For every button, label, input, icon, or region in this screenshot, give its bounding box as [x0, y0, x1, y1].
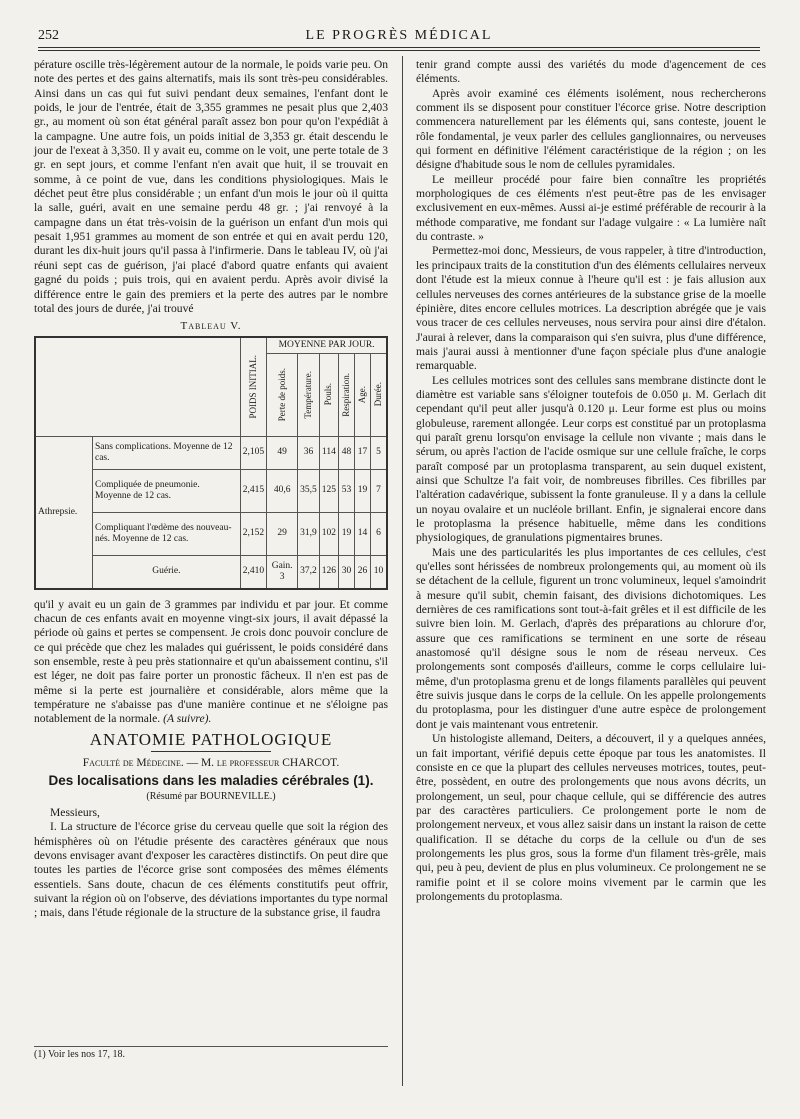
table-header: Température. — [298, 353, 320, 436]
table-cell: 36 — [298, 436, 320, 469]
table-cell: 125 — [319, 469, 338, 512]
row-group-label: Athrepsie. — [35, 436, 93, 589]
header-rule-2 — [38, 50, 760, 51]
journal-title: LE PROGRÈS MÉDICAL — [305, 28, 493, 43]
row-label: Compliquée de pneumonie. Moyenne de 12 cas. — [93, 469, 241, 512]
table-row — [35, 436, 387, 469]
table-cell: 6 — [371, 512, 388, 555]
paragraph: tenir grand compte aussi des variétés du mode d'agencement de ces éléments. — [416, 58, 766, 86]
table-cell: 2,415 — [240, 469, 266, 512]
faculty-line: Faculté de Médecine. — M. le professeur CHARCOT. — [82, 756, 340, 769]
table-cell: 19 — [355, 469, 371, 512]
data-table — [34, 336, 388, 590]
table-cell: Gain. 3 — [267, 555, 298, 589]
table-cell: 48 — [339, 436, 355, 469]
paragraph: Mais une des particularités les plus importantes de ces cellules, c'est qu'elles sont hérissées de nombreux prolongements qui, au moment où ils se détachent de la cellule, figurent un tronc volumineux, lequel s'amoindrit à mesure qu'il subit, chemin faisant, des divisions dichotomiques. Les dernières de ces ramifications sont tout-à-fait grêles et il est difficile de les suivre bien loin. M. Gerlach, d'après des préparations au chlorure d'or, assure que ces ramifications se terminent en une sorte de réseau anastomosé qu'il désigne sous le nom de réseau nerveux. Ces prolongements sont composés d'ailleurs, comme le corps cellulaire lui-même, d'un protoplasma grenu et de longs filaments parallèles qui peuvent être suivis jusque dans le corps de la cellule. On les appelle prolongements du protoplasma, pour les distinguer d'une autre espèce de prolongement dont je vais maintenant vous entretenir. — [416, 545, 766, 731]
footnote: (1) Voir les nos 17, 18. — [34, 1046, 388, 1060]
table-cell: 126 — [319, 555, 338, 589]
table-cell: 49 — [267, 436, 298, 469]
left-column — [34, 58, 388, 921]
table-cell: 2,105 — [240, 436, 266, 469]
right-column — [416, 58, 766, 904]
row-label: Guérie. — [93, 555, 241, 589]
table-cell: 14 — [355, 512, 371, 555]
paragraph: Les cellules motrices sont des cellules sans membrane distincte dont le diamètre est variable sans s'éloigner toutefois de 0.050 μ. M. Gerlach dit cependant qu'il peut aller jusqu'à 0.120 μ. Leur forme est plus ou moins globuleuse, rarement allongée. Leur corps est constitué par un protoplasma qui paraît grenu lorsqu'on envisage la cellule non vivante ; mais dans le sérum, ou après l'action de l'acide osmique sur une cellule fraîche, le corps paraît composé par un protoplasma transparent, au sein duquel existent, ainsi que Schultze l'a fait voir, de nombreuses fibrilles. Ces fibrilles par l'altération cadavérique, subissent la fonte granuleuse. Il y a dans la cellule un noyau ovalaire et un nucléole brillant. Enfin, je signalerai encore dans le protoplasma la présence habituelle, même dans les conditions physiologiques, de granulations pigmentaires brunes. — [416, 373, 766, 545]
row-label: Sans complications. Moyenne de 12 cas. — [93, 436, 241, 469]
table-cell: 29 — [267, 512, 298, 555]
table-cell: 53 — [339, 469, 355, 512]
column-divider — [402, 56, 403, 1086]
table-cell: 102 — [319, 512, 338, 555]
resume-line: (Résumé par BOURNEVILLE.) — [146, 790, 276, 802]
table-cell: 7 — [371, 469, 388, 512]
article-title: Des localisations dans les maladies cérébrales (1). — [48, 773, 374, 789]
section-rule — [151, 751, 271, 752]
row-label: Compliquant l'œdème des nouveau-nés. Moyenne de 12 cas. — [93, 512, 241, 555]
table-cell: 26 — [355, 555, 371, 589]
page-number: 252 — [38, 28, 59, 43]
salutation: Messieurs, — [50, 806, 100, 819]
table-cell: 35,5 — [298, 469, 320, 512]
page-header — [38, 28, 760, 46]
section-title: ANATOMIE PATHOLOGIQUE — [89, 729, 333, 749]
table-cell: 37,2 — [298, 555, 320, 589]
paragraph: Un histologiste allemand, Deiters, a découvert, il y a quelques années, un fait important, vérifié depuis cette époque par tous les anatomistes. Il consiste en ce que la plupart des cellules nerveuses motrices, toutes, peut-être, possèdent, en outre des prolongements que nous avons décrits, un prolongement, un seul, pour chaque cellule, qui se différencie des autres par des caractères particuliers. Ce prolongement porte le nom de prolongement nerveux, et vous allez saisir dans un instant la raison de cette qualification. Il se détache du corps de la cellule ou d'un de ses prolongements les plus gros, sous la forme d'un filament très-grêle, mais qui, peu à peu, devient de plus en plus volumineux. Ce prolongement ne se ramifie point et il se colore moins vivement par le carmin que les prolongements du protoplasma. — [416, 732, 766, 903]
paragraph: Le meilleur procédé pour faire bien connaître les propriétés morphologiques de ces éléments n'est peut-être pas de les envisager exclusivement en eux-mêmes. Aussi ai-je estimé préférable de recourir à la méthode comparative, me fondant sur l'adage vulgaire : « La lumière naît du contraste. » — [416, 172, 766, 244]
table-header: Respiration. — [339, 353, 355, 436]
table-header: Pouls. — [319, 353, 338, 436]
table-cell: 40,6 — [267, 469, 298, 512]
paragraph: Après avoir examiné ces éléments isolément, nous rechercherons comment ils se disposent pour constituer l'écorce grise. Notre description commencera naturellement par les éléments qui, sans conteste, jouent le rôle fondamental, je veux parler des cellules ganglionnaires, ou nerveuses qui forment en définitive l'élément caractéristique de la région ; on les désigne d'habitude sous le nom de cellules pyramidales. — [416, 86, 766, 172]
table-cell: 5 — [371, 436, 388, 469]
table-cell: 10 — [371, 555, 388, 589]
table-header: Durée. — [371, 353, 388, 436]
table-caption: Tableau V. — [180, 320, 242, 333]
paragraph: qu'il y avait eu un gain de 3 grammes par individu et par jour. Et comme chacun de ces enfants avait en moyenne vingt-six jours, il avait dépassé la période où gains et pertes se compensent. Je crois donc pouvoir conclure de ce qui précède que chez les malades qui guérissent, le poids considéré dans son ensemble, reste à peu près stationnaire et qu'un abaissement continu, s'il est léger, ne doit pas faire porter un pronostic fâcheux. Il n'en est pas de même si la perte est journalière et considérable, alors même que la température ne s'abaisse pas d'une manière continue et ne s'éloigne pas notablement de la normale. (A suivre). — [34, 597, 388, 726]
paragraph: I. La structure de l'écorce grise du cerveau quelle que soit la région des hémisphères où on l'étudie présente des caractères généraux que nous devons envisager avant d'exposer les caractères distinctifs. On peut dire que toutes les parties de l'écorce grise sont composées des mêmes éléments essentiels. Sans doute, chacun de ces éléments constitutifs peut offrir, suivant la région où on l'observe, des déviations importantes du type normal ; mais, dans l'étude régionale de la structure de la substance grise, il faudra — [34, 820, 388, 920]
table-cell: 31,9 — [298, 512, 320, 555]
table-cell: 19 — [339, 512, 355, 555]
table-header: POIDS INITIAL. — [240, 337, 266, 437]
table-header: Age. — [355, 353, 371, 436]
table-group-header: MOYENNE PAR JOUR. — [267, 337, 387, 354]
table-cell: 17 — [355, 436, 371, 469]
a-suivre: (A suivre). — [163, 712, 212, 726]
table-cell: 114 — [319, 436, 338, 469]
table-cell: 2,410 — [240, 555, 266, 589]
header-rule — [38, 47, 760, 48]
table-cell: 30 — [339, 555, 355, 589]
table-cell: 2,152 — [240, 512, 266, 555]
paragraph: pérature oscille très-légèrement autour de la normale, le poids varie peu. On note des pertes et des gains alternatifs, mais ils sont très-peu considérables. Ainsi dans un cas qui fut suivi pendant deux semaines, l'enfant dont le poids, le jour de l'entrée, était de 3,355 grammes ne pesait plus que 2,403 gr., au moment où son état général paraît assez bon pour qu'on l'expédiât à la campagne. Une autre fois, un poids initial de 3,353 gr. était descendu le jour de l'exeat à 3,350. Il y avait eu, comme on le voit, une perte totale de 3 gr. en sept jours, et comme l'enfant n'en avait que huit, il se trouvait en somme, à ce point de vue, dans les conditions physiologiques. Mais le déchet peut être plus considérable ; un enfant d'un mois le jour où il quitta la salle, guéri, avait en une semaine perdu 48 gr. ; j'ai renvoyé à la campagne dans un état très-voisin de la guérison un enfant d'un mois qui pesait 1,951 grammes au moment de son entrée et qui en avait perdu 120, durant les dix-huit jours qu'il passa à l'infirmerie. Dans le tableau IV, où j'ai réuni sept cas de guérison, j'ai placé d'abord quatre enfants qui avaient gagné du poids ; puis trois, qui en avaient perdu. Après avoir divisé la différence entre le gain des premiers et la perte des autres par le nombre total des jours de durée, j'ai trouvé — [34, 58, 388, 315]
paragraph: Permettez-moi donc, Messieurs, de vous rappeler, à titre d'introduction, les principaux traits de la constitution d'un des éléments cellulaires nerveux dont l'étude est la mieux connue à l'heure qu'il est : je fais allusion aux cellules nerveuses des cornes antérieures de la substance grise de la moelle épinière, dites encore cellules motrices. La description abrégée que je vais vous tracer de ces cellules nerveuses, nous servira pour ainsi dire d'étalon. J'aurai à relever, dans la comparaison qui s'en suivra, plus d'une différence, mais j'aurai aussi à mentionner d'une façon spéciale plus d'une analogie remarquable. — [416, 244, 766, 373]
table-header: Perte de poids. — [267, 353, 298, 436]
table-corner — [35, 337, 240, 437]
